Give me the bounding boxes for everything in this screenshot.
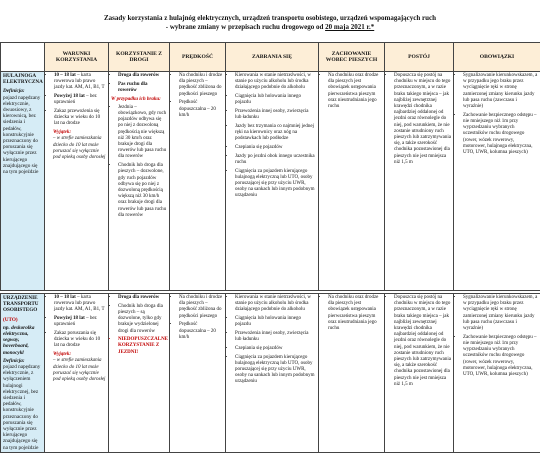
row-scooter: [1, 72, 540, 291]
cell-duties: • Sygnalizowanie kierunkowskazem, a w przypadku jego braku przez wyciągnięcie ręki w stronę zamierzonej zmiany kierunku jazdy lub pasa ruchu (zawczasu i wyraźnie) • Zachowanie bezpiecznego odstępu – nie mniejszego niż 1m przy wyprzedzaniu wybranych uczestników ruchu drogowego (rower, wózek rowerowy, motorower, hulajnoga elektryczna, UTO, UWR, kolumna pieszych): [454, 294, 540, 453]
cell-road: • Droga dla rowerów • Pas ruchu dla rowerów W przypadku ich braku: • Jezdnia – obowiązkowo, gdy ruch pojazdów odbywa się po niej z dozwoloną prędkością nie większą niż 30 km/h oraz brakuje drogi dla rowerów lub pasa ruchu dla rowerów • Chodnik lub droga dla pieszych – dozwolone, gdy ruch pojazdów odbywa się po niej z dozwoloną prędkością większą niż 30 km/h oraz brakuje drogi dla rowerów lub pasa ruchu dla rowerów: [109, 72, 170, 291]
cell-conditions: • 10 – 18 lat – karta rowerowa lub prawo jazdy kat. AM, A1, B1, T • Powyżej 18 lat – bez uprawnień • Zakaz przewożenia się dziecka w wieku do 10 lat na drodze Wyjątek: – w strefie zamieszkania dziecko do 10 lat może poruszać się wyłącznie pod opieką osoby dorosłej: [45, 72, 109, 291]
document-title: [60, 14, 480, 32]
cell-pedestrians: • Na chodniku oraz drodze dla pieszych jest obowiązek ustępowania pierwszeństwa pieszym oraz nieutrudniania jego ruchu: [319, 72, 385, 291]
cell-pedestrians: • Na chodniku oraz drodze dla pieszych jest obowiązek ustępowania pierwszeństwa pieszym oraz nieutrudniania jego ruchu: [319, 294, 385, 453]
cell-forbidden: • Kierowania w stanie nietrzeźwości, w stanie po użyciu alkoholu lub środka działającego podobnie do alkoholu • Ciągnięcia lub holowania innego pojazdu • Przewożenia innej osoby, zwierzęcia lub ładunku • Jazdy bez trzymania co najmniej jednej ręki na kierownicy oraz nóg na podstawkach lub podłodze • Czepiania się pojazdów • Jazdy po jezdni obok innego uczestnika ruchu • Ciągnięcia za pojazdem kierującego hulajnogą elektryczną lub UTO, osoby poruszającej się przy użyciu UWR, osoby na sankach lub innym podobnym urządzeniu: [226, 72, 319, 291]
row-title: HULAJNOGA ELEKTRYCZNA: [3, 73, 42, 85]
cell-conditions: • 10 – 18 lat – karta rowerowa lub prawo jazdy kat. AM, A1, B1, T • Powyżej 18 lat – bez uprawnień • Zakaz poruszania się dziecka w wieku do 10 lat na drodze Wyjątek: – w strefie zamieszkania dziecko do 10 lat może poruszać się wyłącznie pod opieką osoby dorosłej: [45, 294, 109, 453]
col-header-speed: PRĘDKOŚĆ: [170, 43, 226, 72]
title-date: 20 maja 2021 r.*: [325, 23, 374, 31]
col-header-pedestrians: ZACHOWANIE WOBEC PIESZYCH: [319, 43, 385, 72]
cell-speed: • Na chodniku i drodze dla pieszych – prędkość zbliżona do prędkości pieszego • Prędkość dopuszczalna – 20 km/h: [170, 294, 226, 453]
title-line-2: - wybrane zmiany w przepisach ruchu drogowego od 20 maja 2021 r.*: [60, 23, 480, 32]
row-head-scooter: [1, 72, 45, 291]
cell-duties: • Sygnalizowanie kierunkowskazem, a w przypadku jego braku przez wyciągnięcie ręki w stronę zamierzonej zmiany kierunku jazdy lub pasa ruchu (zawczasu i wyraźnie) • Zachowanie bezpiecznego odstępu – nie mniejszego niż 1m przy wyprzedzaniu wybranych uczestników ruchu drogowego (rower, wózek rowerowy, motorower, hulajnoga elektryczna, UTO, UWR, kolumna pieszych): [454, 72, 540, 291]
definition-label: Definicja:: [3, 358, 42, 364]
definition-text: pojazd napędzany elektrycznie, z wyłączeniem hulajnogi elektrycznej, bez siedzenia i pedałów, konstrukcyjnie przeznaczony do poruszania się wyłącznie przez kierującego znajdującego się na tym pojeździe: [3, 364, 42, 451]
definition-label: Definicja:: [3, 88, 42, 94]
row-abbrev: (UTO): [3, 317, 42, 323]
definition-text: pojazd napędzany elektrycznie, dwuosiowy, z kierownicą, bez siedzenia i pedałów, konstrukcyjnie przeznaczony do poruszania się wyłącznie przez kierującego znajdującego się na tym pojeździe: [3, 95, 42, 176]
header-row: [1, 43, 540, 72]
row-head-uto: [1, 294, 45, 453]
title-line-1: Zasady korzystania z hulajnóg elektrycznych, urządzeń transportu osobistego, urządzeń wspomagających ruch: [60, 14, 480, 23]
corner-cell: [1, 43, 45, 72]
col-header-forbidden: ZABRANIA SIĘ: [226, 43, 319, 72]
cell-parking: • Dopuszcza się postój na chodniku w miejscu do tego przeznaczonym, a w razie braku takiego miejsca – jak najbliżej zewnętrznej krawędzi chodnika najbardziej oddalonej od jezdni oraz równolegle do niej, pod warunkiem, że nie zostanie utrudniony ruch pieszych lub zatrzymywania się, a także szerokość chodnika pozostawionej dla pieszych nie jest mniejsza niż 1,5 m: [385, 72, 454, 291]
cell-parking: • Dopuszcza się postój na chodniku w miejscu do tego przeznaczonym, a w razie braku takiego miejsca – jak najbliżej zewnętrznej krawędzi chodnika najbardziej oddalonej od jezdni oraz równolegle do niej, pod warunkiem, że nie zostanie utrudniony ruch pieszych lub zatrzymywania się, a także szerokość chodnika pozostawionej dla pieszych nie jest mniejsza niż 1,5 m: [385, 294, 454, 453]
col-header-parking: POSTÓJ: [385, 43, 454, 72]
col-header-conditions: WARUNKI KORZYSTANIA: [45, 43, 109, 72]
col-header-road: KORZYSTANIE Z DROGI: [109, 43, 170, 72]
cell-forbidden: • Kierowania w stanie nietrzeźwości, w stanie po użyciu alkoholu lub środka działającego podobnie do alkoholu • Ciągnięcia lub holowania innego pojazdu • Przewożenia innej osoby, zwierzęcia lub ładunku • Czepiania się pojazdów • Ciągnięcia za pojazdem kierującego hulajnogą elektryczną lub UTO, osoby poruszającej się przy użyciu UWR, osoby na sankach lub innym podobnym urządzeniu: [226, 294, 319, 453]
cell-speed: • Na chodniku i drodze dla pieszych – prędkość zbliżona do prędkości pieszego • Prędkość dopuszczalna – 20 km/h: [170, 72, 226, 291]
rules-table: [0, 42, 540, 453]
col-header-duties: OBOWIĄZKI: [454, 43, 540, 72]
row-uto: [1, 294, 540, 453]
row-title: URZĄDZENIE TRANSPORTU OSOBISTEGO: [3, 295, 42, 314]
examples: np. deskorolka elektryczna, segway, hoverboard, monocykl: [3, 325, 42, 356]
cell-road: • Droga dla rowerów • Chodnik lub droga dla pieszych – są dozwolone, tylko gdy brakuje wydzielonej drogi dla rowerów • NIEDOPUSZCZALNE KORZYSTANIE Z JEZDNI!: [109, 294, 170, 453]
